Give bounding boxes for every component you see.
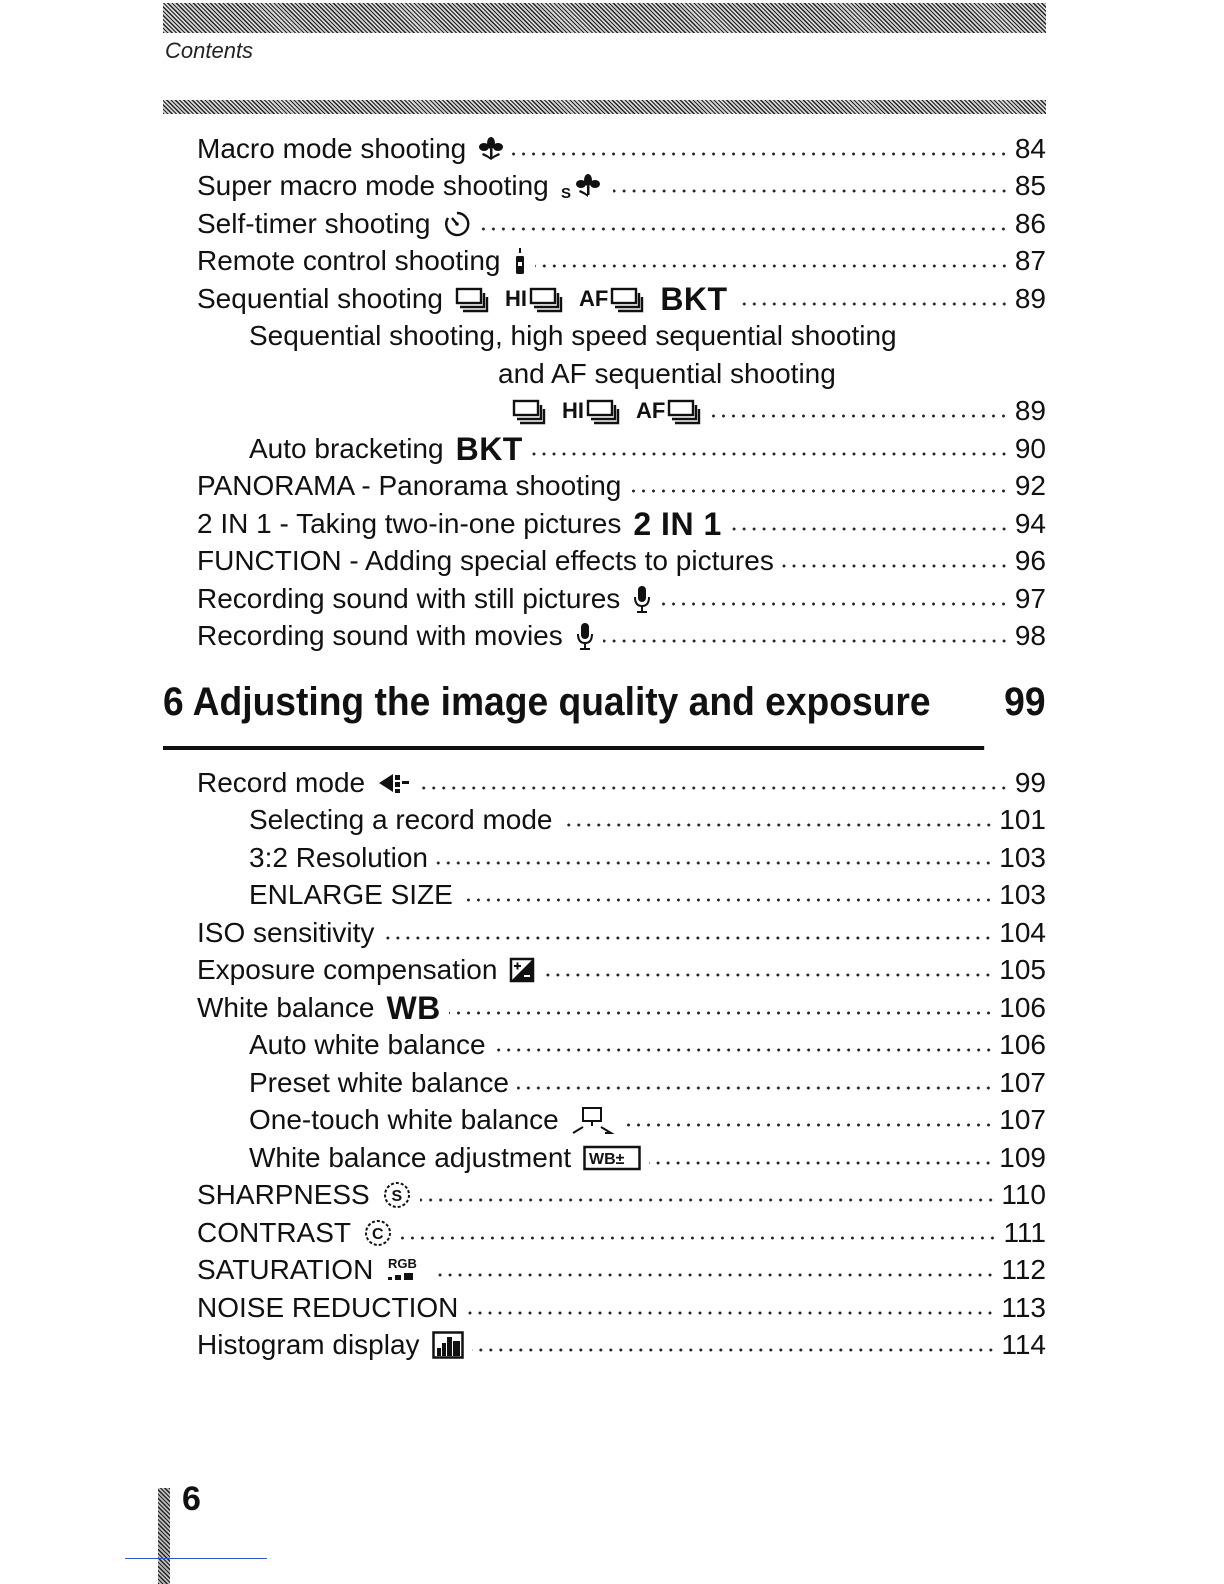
toc-page-number: 103	[999, 841, 1046, 873]
toc-page-number: 107	[999, 1104, 1046, 1136]
toc-entry[interactable]	[0, 1102, 1224, 1140]
toc-page-number: 99	[1014, 766, 1046, 798]
toc-entry-text	[0, 318, 1224, 356]
toc-page-number: 86	[1014, 207, 1046, 239]
white-balance-symbol: WB	[386, 989, 441, 1026]
toc-entry-title: Exposure compensation	[197, 954, 498, 986]
toc-entry[interactable]	[0, 839, 1224, 877]
leader-dots	[561, 822, 994, 828]
leader-dots	[649, 1160, 993, 1166]
toc-page-number: 106	[999, 1029, 1046, 1061]
toc-page-number: 89	[1014, 395, 1046, 427]
af-sequential-icon: AF	[579, 285, 646, 313]
wb-adjust-icon-label: WB±	[589, 1150, 625, 1168]
toc-entry[interactable]	[0, 1027, 1224, 1065]
page-number: 6	[182, 1480, 201, 1518]
toc-entry[interactable]	[0, 280, 1224, 318]
toc-entry[interactable]	[0, 130, 1224, 168]
toc-page-number: 84	[1014, 132, 1046, 164]
wb-adjust-icon	[583, 1145, 641, 1171]
toc-entry-title: Super macro mode shooting	[197, 170, 549, 202]
toc-entry[interactable]	[0, 543, 1224, 581]
toc-entry[interactable]	[0, 1139, 1224, 1177]
macro-icon	[478, 136, 504, 162]
leader-dots	[382, 935, 993, 941]
toc-entry-title: Record mode	[197, 766, 366, 798]
toc-entry[interactable]	[0, 430, 1224, 468]
microphone-icon	[632, 584, 652, 614]
toc-entry[interactable]	[0, 877, 1224, 915]
toc-entry-title: Recording sound with still pictures	[197, 582, 621, 614]
toc-entry[interactable]	[0, 168, 1224, 206]
footer-rule	[125, 1558, 267, 1559]
remote-control-icon	[513, 246, 527, 276]
chapter-heading[interactable]	[163, 680, 1046, 750]
toc-entry-title: ISO sensitivity	[197, 916, 375, 948]
leader-dots	[420, 1197, 996, 1203]
toc-entry[interactable]	[0, 393, 1224, 431]
high-speed-sequential-icon: HI	[562, 397, 622, 425]
bkt-symbol: BKT	[660, 280, 728, 317]
toc-page-number: 105	[999, 954, 1046, 986]
toc-entry[interactable]	[0, 580, 1224, 618]
toc-entry-title: White balance	[197, 991, 375, 1023]
toc-entry-title: FUNCTION - Adding special effects to pictures	[197, 545, 774, 577]
leader-dots	[494, 1047, 994, 1053]
microphone-icon	[575, 621, 595, 651]
sequential-shooting-icons	[512, 397, 703, 425]
toc-entry[interactable]	[0, 1289, 1224, 1327]
toc-page-number: 114	[1001, 1329, 1046, 1361]
toc-entry[interactable]	[0, 802, 1224, 840]
toc-entry-title: Preset white balance	[249, 1066, 509, 1098]
sequential-shooting-icons	[455, 280, 728, 317]
toc-page-number: 109	[999, 1141, 1046, 1173]
toc-entry-title: PANORAMA - Panorama shooting	[197, 470, 622, 502]
toc-entry-text	[0, 355, 1224, 393]
toc-page-number: 85	[1014, 170, 1046, 202]
af-sequential-icon: AF	[636, 397, 703, 425]
leader-dots	[472, 1347, 996, 1353]
leader-dots	[629, 488, 1009, 494]
toc-entry[interactable]	[0, 1327, 1224, 1365]
histogram-icon	[432, 1331, 464, 1359]
svg-text:S: S	[560, 185, 571, 202]
contrast-icon-label: C	[372, 1225, 384, 1243]
chapter-title: 6 Adjusting the image quality and exposure	[163, 680, 931, 724]
leader-dots	[730, 526, 1009, 532]
toc-page-number: 97	[1014, 582, 1046, 614]
toc-page-number: 107	[999, 1066, 1046, 1098]
toc-entry-title: Remote control shooting	[197, 245, 501, 277]
two-in-one-symbol: 2 IN 1	[633, 505, 722, 542]
toc-page-number: 87	[1014, 245, 1046, 277]
toc-page-number: 101	[999, 804, 1046, 836]
toc-entry[interactable]	[0, 468, 1224, 506]
sequential-icon	[512, 397, 548, 425]
chapter-page-number: 99	[1004, 680, 1046, 724]
toc-entry-title: Recording sound with movies	[197, 620, 563, 652]
leader-dots	[436, 860, 993, 866]
toc-entry-title: White balance adjustment	[249, 1141, 572, 1173]
toc-page-number: 104	[999, 916, 1046, 948]
leader-dots	[449, 1010, 994, 1016]
toc-page-number: 90	[1014, 432, 1046, 464]
toc-entry[interactable]	[0, 1214, 1224, 1252]
leader-dots	[535, 263, 1009, 269]
toc-entry-title: NOISE REDUCTION	[197, 1291, 459, 1323]
toc-list-shooting	[0, 130, 1224, 655]
toc-page-number: 110	[1001, 1179, 1046, 1211]
toc-entry-title: Auto bracketing	[249, 432, 444, 464]
leader-dots	[736, 301, 1009, 307]
saturation-icon-label: RGB	[388, 1256, 418, 1272]
toc-page-number: 112	[1001, 1254, 1046, 1286]
leader-dots	[782, 563, 1009, 569]
toc-page-number: 94	[1014, 507, 1046, 539]
high-speed-sequential-icon: HI	[505, 285, 565, 313]
bkt-symbol: BKT	[455, 430, 523, 467]
sharpness-icon-label: S	[391, 1188, 402, 1206]
exposure-compensation-icon	[509, 957, 535, 983]
leader-dots	[711, 413, 1009, 419]
saturation-icon	[385, 1255, 425, 1285]
toc-entry-title: Histogram display	[197, 1329, 420, 1361]
toc-entry-title: ENLARGE SIZE	[249, 879, 453, 911]
toc-entry-title: SHARPNESS	[197, 1179, 370, 1211]
toc-entry[interactable]	[0, 1252, 1224, 1290]
header-hatch-band	[163, 3, 1046, 33]
leader-dots	[543, 972, 993, 978]
toc-entry[interactable]	[0, 952, 1224, 990]
leader-dots	[433, 1272, 995, 1278]
leader-dots	[531, 451, 1009, 457]
leader-dots	[623, 1122, 994, 1128]
running-header: Contents	[165, 38, 254, 63]
toc-entry-title: SATURATION	[197, 1254, 374, 1286]
toc-list-image-quality	[0, 764, 1224, 1364]
leader-dots	[512, 151, 1009, 157]
section-hatch-band	[163, 100, 1046, 114]
toc-entry-title: Auto white balance	[249, 1029, 486, 1061]
toc-entry[interactable]	[0, 1064, 1224, 1102]
toc-entry[interactable]	[0, 505, 1224, 543]
toc-entry[interactable]	[0, 914, 1224, 952]
toc-entry[interactable]	[0, 618, 1224, 656]
leader-dots	[613, 188, 1009, 194]
leader-dots	[461, 897, 993, 903]
leader-dots	[466, 1310, 995, 1316]
toc-page-number: 96	[1014, 545, 1046, 577]
leader-dots	[517, 1085, 993, 1091]
leader-dots	[660, 601, 1009, 607]
self-timer-icon	[442, 209, 472, 239]
toc-page-number: 103	[999, 879, 1046, 911]
leader-dots	[419, 785, 1009, 791]
leader-dots	[480, 226, 1008, 232]
toc-page-number: 106	[999, 991, 1046, 1023]
toc-page-number: 113	[1001, 1291, 1046, 1323]
super-macro-icon	[561, 171, 605, 201]
toc-entry-title: One-touch white balance	[249, 1104, 559, 1136]
leader-dots	[603, 638, 1009, 644]
toc-entry-title: and AF sequential shooting	[498, 357, 836, 389]
toc-entry-title: Self-timer shooting	[197, 207, 431, 239]
toc-entry-title: Sequential shooting	[197, 282, 443, 314]
toc-entry[interactable]	[0, 989, 1224, 1027]
toc-entry[interactable]	[0, 764, 1224, 802]
one-touch-wb-icon	[571, 1105, 615, 1135]
toc-entry-title: Selecting a record mode	[249, 804, 553, 836]
toc-entry-title: Macro mode shooting	[197, 132, 467, 164]
toc-entry[interactable]	[0, 243, 1224, 281]
toc-entry[interactable]	[0, 205, 1224, 243]
sharpness-icon	[382, 1180, 412, 1210]
contrast-icon	[363, 1218, 393, 1248]
toc-entry-title: 2 IN 1 - Taking two-in-one pictures	[197, 507, 622, 539]
toc-page-number: 89	[1014, 282, 1046, 314]
toc-page-number: 92	[1014, 470, 1046, 502]
toc-page-number: 98	[1014, 620, 1046, 652]
toc-page-number: 111	[1003, 1216, 1046, 1248]
toc-entry-title: 3:2 Resolution	[249, 841, 429, 873]
sequential-icon	[455, 285, 491, 313]
leader-dots	[401, 1235, 997, 1241]
toc-entry-title: Sequential shooting, high speed sequential shooting	[249, 320, 897, 352]
toc-entry-title: CONTRAST	[197, 1216, 351, 1248]
record-mode-icon	[377, 771, 411, 795]
page-number-tab	[158, 1488, 170, 1584]
toc-entry[interactable]	[0, 1177, 1224, 1215]
